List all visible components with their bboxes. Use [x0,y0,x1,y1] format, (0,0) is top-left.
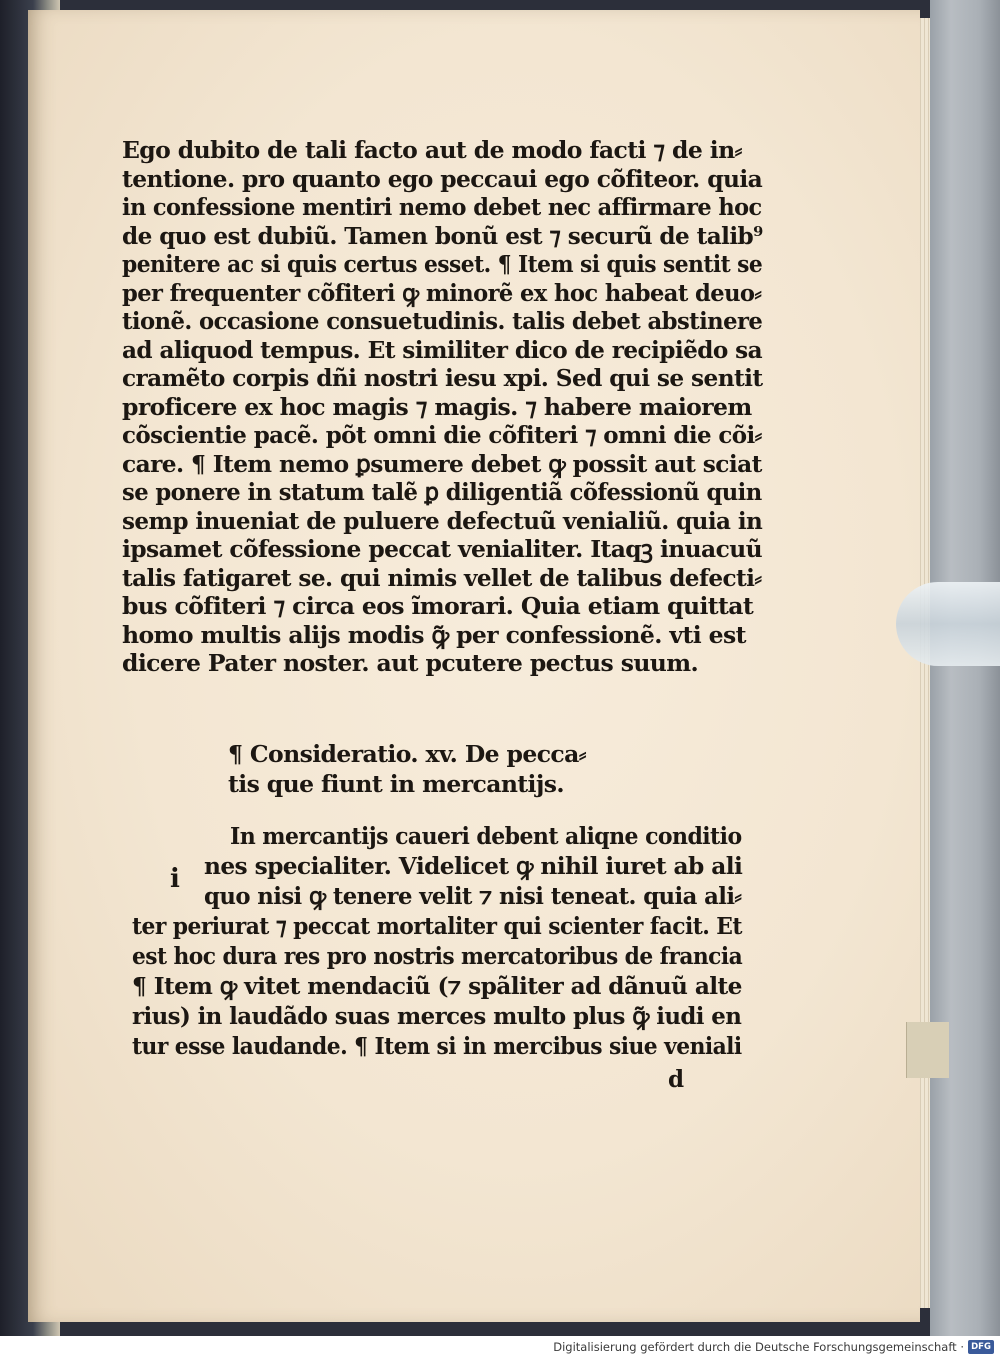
body-line: talis fatigaret se. qui nimis vellet de talibus defecti⸗ [122,563,762,592]
section-line: quo nisi ꝙ tenere velit ⁊ nisi teneat. quia ali⸗ [204,882,742,910]
body-line: Ego dubito de tali facto aut de modo facti ⁊ de in⸗ [122,136,742,164]
body-line: homo multis alijs modis ꝙ̃ per confessionẽ. vti est [122,620,746,649]
body-line: ipsamet cõfessione peccat venialiter. Itaqꝫ inuacuũ [122,535,763,563]
section-line: ¶ Item ꝙ vitet mendaciũ (⁊ spãliter ad dãnuũ alte [132,972,742,1000]
body-line: dicere Pater noster. aut pcutere pectus suum. [122,649,699,677]
dfg-logo-icon: DFG [968,1340,994,1354]
page-clip [896,582,1000,666]
section-line: tur esse laudande. ¶ Item si in mercibus siue veniali [132,1032,742,1060]
body-line: care. ¶ Item nemo ꝑsumere debet ꝙ possit aut sciat [122,449,762,478]
body-line: proficere ex hoc magis ⁊ magis. ⁊ habere maiorem [122,392,752,421]
body-line: cramẽto corpis dñi nostri iesu xpi. Sed qui se sentit [122,364,763,392]
footer-bar [0,1336,1000,1358]
funding-notice: Digitalisierung gefördert durch die Deutsche Forschungsgemeinschaft · [553,1340,964,1354]
signature-mark: d [668,1066,685,1093]
body-line: tentione. pro quanto ego peccaui ego cõfiteor. quia [122,164,763,193]
body-line: bus cõfiteri ⁊ circa eos ĩmorari. Quia etiam quittat [122,592,754,620]
section-line: nes specialiter. Videlicet ꝙ nihil iuret ab ali [204,852,743,880]
section-line: est hoc dura res pro nostris mercatoribus de francia [132,942,743,970]
body-line: ad aliquod tempus. Et similiter dico de recipiẽdo sa [122,335,763,364]
body-line: se ponere in statum talẽ ꝑ diligentiã cõfessionũ quin [122,478,762,506]
marginal-letter: i [170,864,180,894]
body-line: in confessione mentiri nemo debet nec affirmare hoc [122,193,762,221]
body-line: penitere ac si quis certus esset. ¶ Item si quis sentit se [122,250,763,278]
book-cover-right [930,0,1000,1336]
section-line: ter periurat ⁊ peccat mortaliter qui scienter facit. Et [132,912,742,940]
section-line: In mercantijs caueri debent aliqne conditio [230,822,742,850]
body-line: tionẽ. occasione consuetudinis. talis debet abstinere [122,307,763,335]
body-line: semp inueniat de puluere defectuũ venialiũ. quia in [122,506,763,535]
body-line: cõscientie pacẽ. põt omni die cõfiteri ⁊ omni die cõi⸗ [122,421,762,449]
heading-line: ¶ Consideratio. xv. De pecca⸗ [228,740,586,768]
body-line: de quo est dubiũ. Tamen bonũ est ⁊ securũ de talib⁹ [122,221,763,250]
section-line: rius) in laudãdo suas merces multo plus ꝙ̃ iudi en [132,1002,742,1030]
body-line: per frequenter cõfiteri ꝙ minorẽ ex hoc habeat deuo⸗ [122,278,762,307]
paper-tab [906,1022,949,1078]
heading-line: tis que fiunt in mercantijs. [228,770,564,798]
